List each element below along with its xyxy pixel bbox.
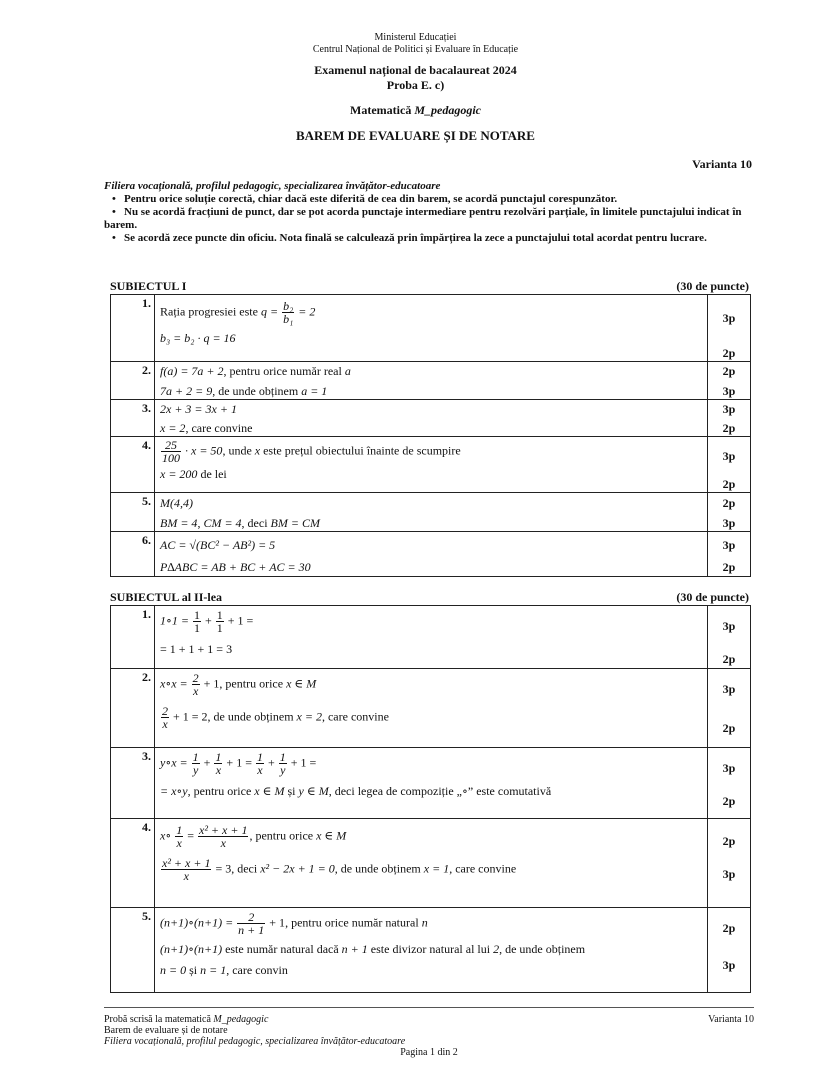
solution-line: = 1 + 1 + 1 = 3 xyxy=(160,642,233,656)
section-title: SUBIECTUL al II-lea xyxy=(110,590,223,604)
solution-line: x∘ $\frac{1}{x}$ = $\frac{\text{x² + x + 1}}{x}$ , pentru orice x ∈ M xyxy=(160,823,347,850)
filiera-line: Filiera vocațională, profilul pedagogic, specializarea învățător-educatoare xyxy=(104,180,441,192)
solution-line: 1∘1 = $\frac{1}{1}$ + $\frac{1}{1}$ + 1 = xyxy=(160,608,254,635)
barem-title: BAREM DE EVALUARE ȘI DE NOTARE xyxy=(296,128,535,143)
instruction-bullet: • Pentru orice soluție corectă, chiar dacă este diferită de cea din barem, se acordă punctajul corespunzător. xyxy=(104,193,754,206)
points-cell: 2p 3p xyxy=(708,908,751,993)
barem-table-subiect-1 xyxy=(110,294,751,577)
solution-line: BM = 4, CM = 4, deci BM = CM xyxy=(160,516,320,530)
footer-line: Filiera vocațională, profilul pedagogic, specializarea învățător-educatoare xyxy=(104,1036,406,1047)
points-cell: 2p 3p xyxy=(708,362,751,400)
points-cell: 3p 2p xyxy=(708,532,751,577)
solution-line: 7a + 2 = 9, de unde obținem a = 1 xyxy=(160,384,328,398)
solution-line: (n+1)∘(n+1) este număr natural dacă n + 1 este divizor natural al lui 2, de unde obținem xyxy=(160,942,586,956)
ministry-name: Ministerul Educației xyxy=(374,32,457,43)
item-number: 3. xyxy=(111,748,155,819)
item-number: 1. xyxy=(111,606,155,669)
solution-line: Rația progresiei este q = $\frac{\text{b₂}}{\text{b₁}}$ = 2 xyxy=(160,299,316,326)
solution-cell xyxy=(155,400,708,437)
solution-cell xyxy=(155,532,708,577)
table-row xyxy=(111,908,751,993)
instructions xyxy=(104,180,754,245)
solution-line: x∘x = $\frac{2}{x}$ + 1, pentru orice x ∈ M xyxy=(160,671,317,698)
section-points: (30 de puncte) xyxy=(676,279,749,293)
solution-line: y∘x = $\frac{1}{y}$ + $\frac{1}{x}$ + 1 = $\frac{1}{x}$ + $\frac{1}{y}$ + 1 = xyxy=(160,750,317,777)
page-number: Pagina 1 din 2 xyxy=(400,1047,458,1058)
solution-cell xyxy=(155,748,708,819)
solution-line: n = 0 și n = 1, care convin xyxy=(160,963,288,977)
item-number: 5. xyxy=(111,908,155,993)
solution-line: x = 200 de lei xyxy=(160,467,227,481)
solution-cell xyxy=(155,437,708,493)
solution-line: 2x + 3 = 3x + 1 xyxy=(160,402,237,416)
solution-cell xyxy=(155,908,708,993)
points-cell: 3p 2p xyxy=(708,606,751,669)
section-title: SUBIECTUL I xyxy=(110,279,187,293)
item-number: 4. xyxy=(111,819,155,908)
item-number: 3. xyxy=(111,400,155,437)
points-cell: 3p 2p xyxy=(708,295,751,362)
solution-line: x = 2, care convine xyxy=(160,421,253,435)
barem-table-subiect-2 xyxy=(110,605,751,993)
points-cell: 3p 2p xyxy=(708,748,751,819)
solution-cell xyxy=(155,493,708,532)
instruction-bullet: • Se acordă zece puncte din oficiu. Nota finală se calculează prin împărțirea la zece a punctajului total acordat pentru lucrare. xyxy=(104,232,754,245)
solution-cell xyxy=(155,362,708,400)
points-cell: 2p 3p xyxy=(708,819,751,908)
solution-cell xyxy=(155,669,708,748)
solution-line: $\frac{\text{x² + x + 1}}{x}$ = 3, deci x² − 2x + 1 = 0, de unde obținem x = 1, care convine xyxy=(162,856,517,883)
solution-line: (n+1)∘(n+1) = $\frac{2}{n + 1}$ + 1, pentru orice număr natural n xyxy=(160,910,428,937)
item-number: 5. xyxy=(111,493,155,532)
table-row xyxy=(111,532,751,577)
footer-line: Barem de evaluare și de notare xyxy=(104,1025,228,1036)
solution-line: AC = √(BC² − AB²) = 5 xyxy=(160,538,276,552)
item-number: 6. xyxy=(111,532,155,577)
solution-line: $\frac{2}{x}$ + 1 = 2, de unde obținem x = 2, care convine xyxy=(162,704,389,731)
points-cell: 3p 2p xyxy=(708,669,751,748)
footer-divider xyxy=(104,1007,754,1008)
points-cell: 2p 3p xyxy=(708,493,751,532)
table-row xyxy=(111,606,751,669)
table-row xyxy=(111,819,751,908)
footer-variant: Varianta 10 xyxy=(708,1014,754,1025)
table-row xyxy=(111,400,751,437)
solution-cell xyxy=(155,295,708,362)
footer xyxy=(104,1014,754,1058)
solution-line: M(4,4) xyxy=(160,496,193,510)
exam-title: Examenul național de bacalaureat 2024 xyxy=(314,63,517,77)
points-cell: 3p 2p xyxy=(708,437,751,493)
table-row xyxy=(111,295,751,362)
instruction-bullet: • Nu se acordă fracțiuni de punct, dar se pot acorda punctaje intermediare pentru rezolvări parțiale, în limitele punctajului indicat în barem. xyxy=(104,206,754,232)
points-cell: 3p 2p xyxy=(708,400,751,437)
table-row xyxy=(111,669,751,748)
center-name: Centrul Național de Politici și Evaluare în Educație xyxy=(312,44,519,55)
section-points: (30 de puncte) xyxy=(676,590,749,604)
proba-label: Proba E. c) xyxy=(386,78,445,92)
solution-line: = x∘y, pentru orice x ∈ M și y ∈ M, deci legea de compoziție „∘” este comutativă xyxy=(160,784,552,798)
solution-cell xyxy=(155,819,708,908)
table-row xyxy=(111,362,751,400)
item-number: 2. xyxy=(111,669,155,748)
solution-cell xyxy=(155,606,708,669)
item-number: 4. xyxy=(111,437,155,493)
solution-line: b₃ = b₂ · q = 16 xyxy=(160,331,236,345)
item-number: 1. xyxy=(111,295,155,362)
table-row xyxy=(111,437,751,493)
table-row xyxy=(111,748,751,819)
solution-line: P∆ABC = AB + BC + AC = 30 xyxy=(160,560,311,574)
footer-line: Probă scrisă la matematică M_pedagogic Varianta 10 xyxy=(104,1014,754,1025)
solution-line: f(a) = 7a + 2, pentru orice număr real a xyxy=(160,364,351,378)
item-number: 2. xyxy=(111,362,155,400)
solution-line: $\frac{25}{100}$ · x = 50, unde x este prețul obiectului înainte de scumpire xyxy=(162,438,461,465)
subject-title: Matematică M_pedagogic xyxy=(350,103,481,117)
variant-label: Varianta 10 xyxy=(692,157,752,171)
table-row xyxy=(111,493,751,532)
